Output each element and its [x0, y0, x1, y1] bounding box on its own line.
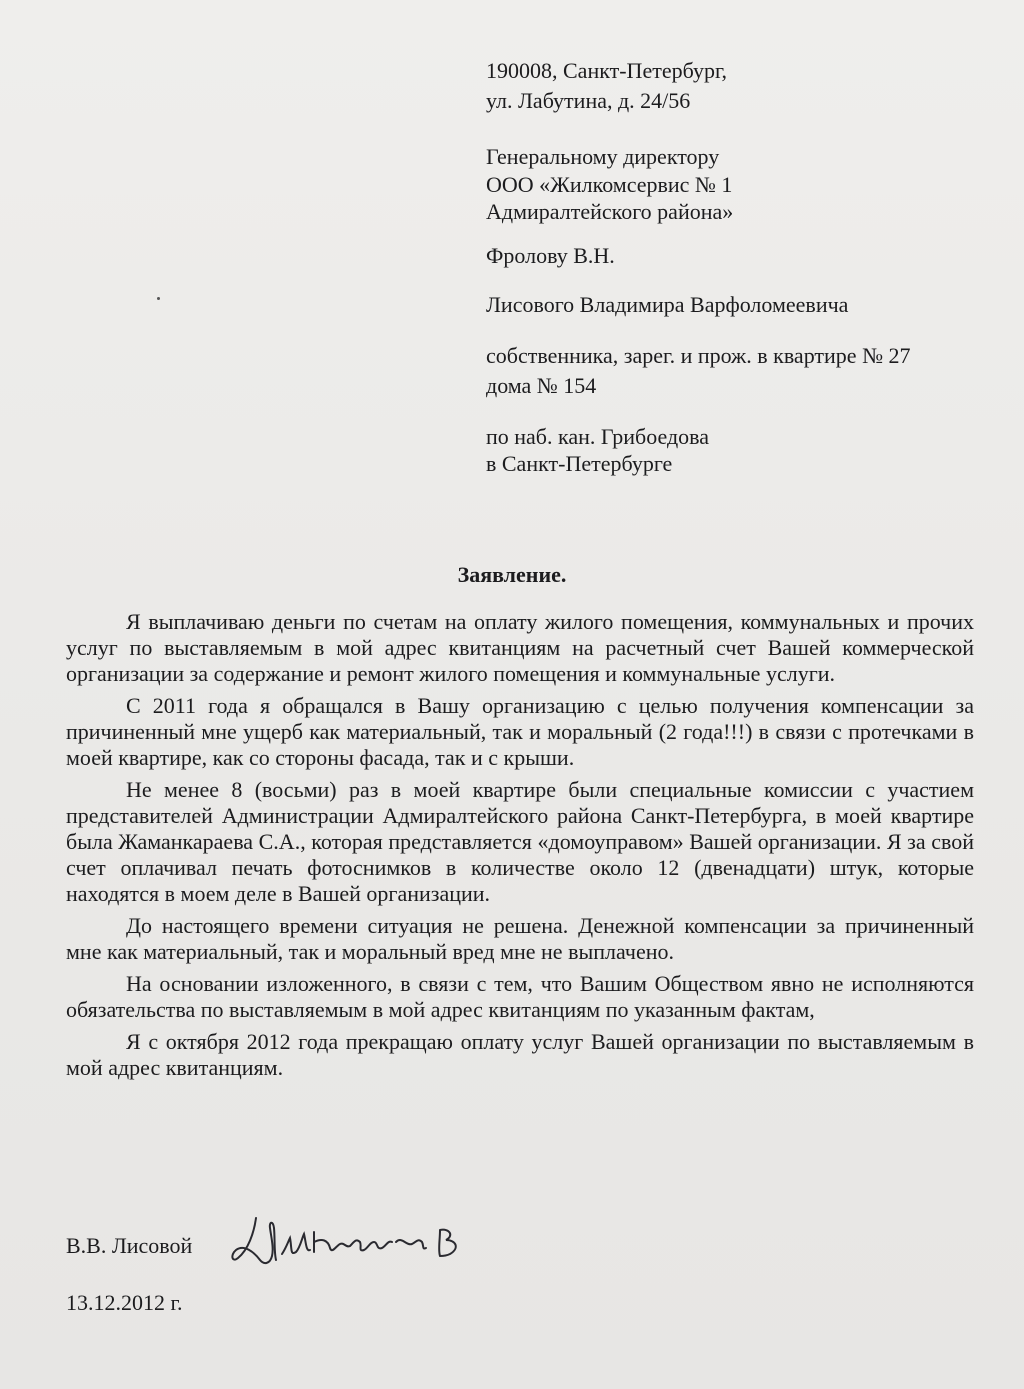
- document-body: [66, 609, 974, 1087]
- paragraph: На основании изложенного, в связи с тем, что Вашим Обществом явно не исполняются обязательства по выставляемым в мой адрес квитанциям по указанным фактам,: [66, 971, 974, 1022]
- paragraph: Я с октября 2012 года прекращаю оплату услуг Вашей организации по выставляемым в мой адрес квитанциям.: [66, 1029, 974, 1080]
- paragraph: С 2011 года я обращался в Вашу организацию с целью получения компенсации за причиненный мне ущерб как материальный, так и моральный (2 года!!!) в связи с протечками в моей квартире, как со стороны фасада, так и с крыши.: [66, 693, 974, 770]
- paragraph: Не менее 8 (восьми) раз в моей квартире были специальные комиссии с участием представителей Администрации Адмиралтейского района Санкт-Петербурга, в моей квартире была Жаманкараева С.А., которая представляется «домоуправом» Вашей организации. Я за свой счет оплачивал печать фотоснимков в количестве около 12 (двенадцати) штук, которые находятся в моем деле в Вашей организации.: [66, 777, 974, 906]
- sender-full-name: Лисового Владимира Варфоломеевича: [486, 292, 849, 317]
- paragraph: До настоящего времени ситуация не решена. Денежной компенсации за причиненный мне как материальный, так и моральный вред мне не выплачено.: [66, 913, 974, 964]
- recipient-position-line3: Адмиралтейского района»: [486, 199, 734, 224]
- recipient-position-line1: Генеральному директору: [486, 144, 720, 169]
- handwritten-signature: [226, 1208, 486, 1278]
- paragraph: Я выплачиваю деньги по счетам на оплату жилого помещения, коммунальных и прочих услуг по выставляемым в мой адрес квитанциям на расчетный счет Вашей коммерческой организации за содержание и ремонт жилого помещения и коммунальные услуги.: [66, 609, 974, 686]
- document-title: Заявление.: [457, 562, 567, 587]
- sender-status-line2: дома № 154: [486, 373, 597, 398]
- sender-status-line1: собственника, зарег. и прож. в квартире № 27: [486, 343, 911, 368]
- sender-location-line1: по наб. кан. Грибоедова: [486, 424, 709, 449]
- recipient-director-name: Фролову В.Н.: [486, 243, 615, 268]
- signer-name: В.В. Лисовой: [66, 1233, 193, 1258]
- paper-speck: [157, 297, 160, 300]
- recipient-address-line2: ул. Лабутина, д. 24/56: [486, 88, 691, 113]
- document-date: 13.12.2012 г.: [66, 1290, 183, 1315]
- sender-location-line2: в Санкт-Петербурге: [486, 451, 673, 476]
- recipient-address-line1: 190008, Санкт-Петербург,: [486, 58, 727, 83]
- recipient-position-line2: ООО «Жилкомсервис № 1: [486, 172, 733, 197]
